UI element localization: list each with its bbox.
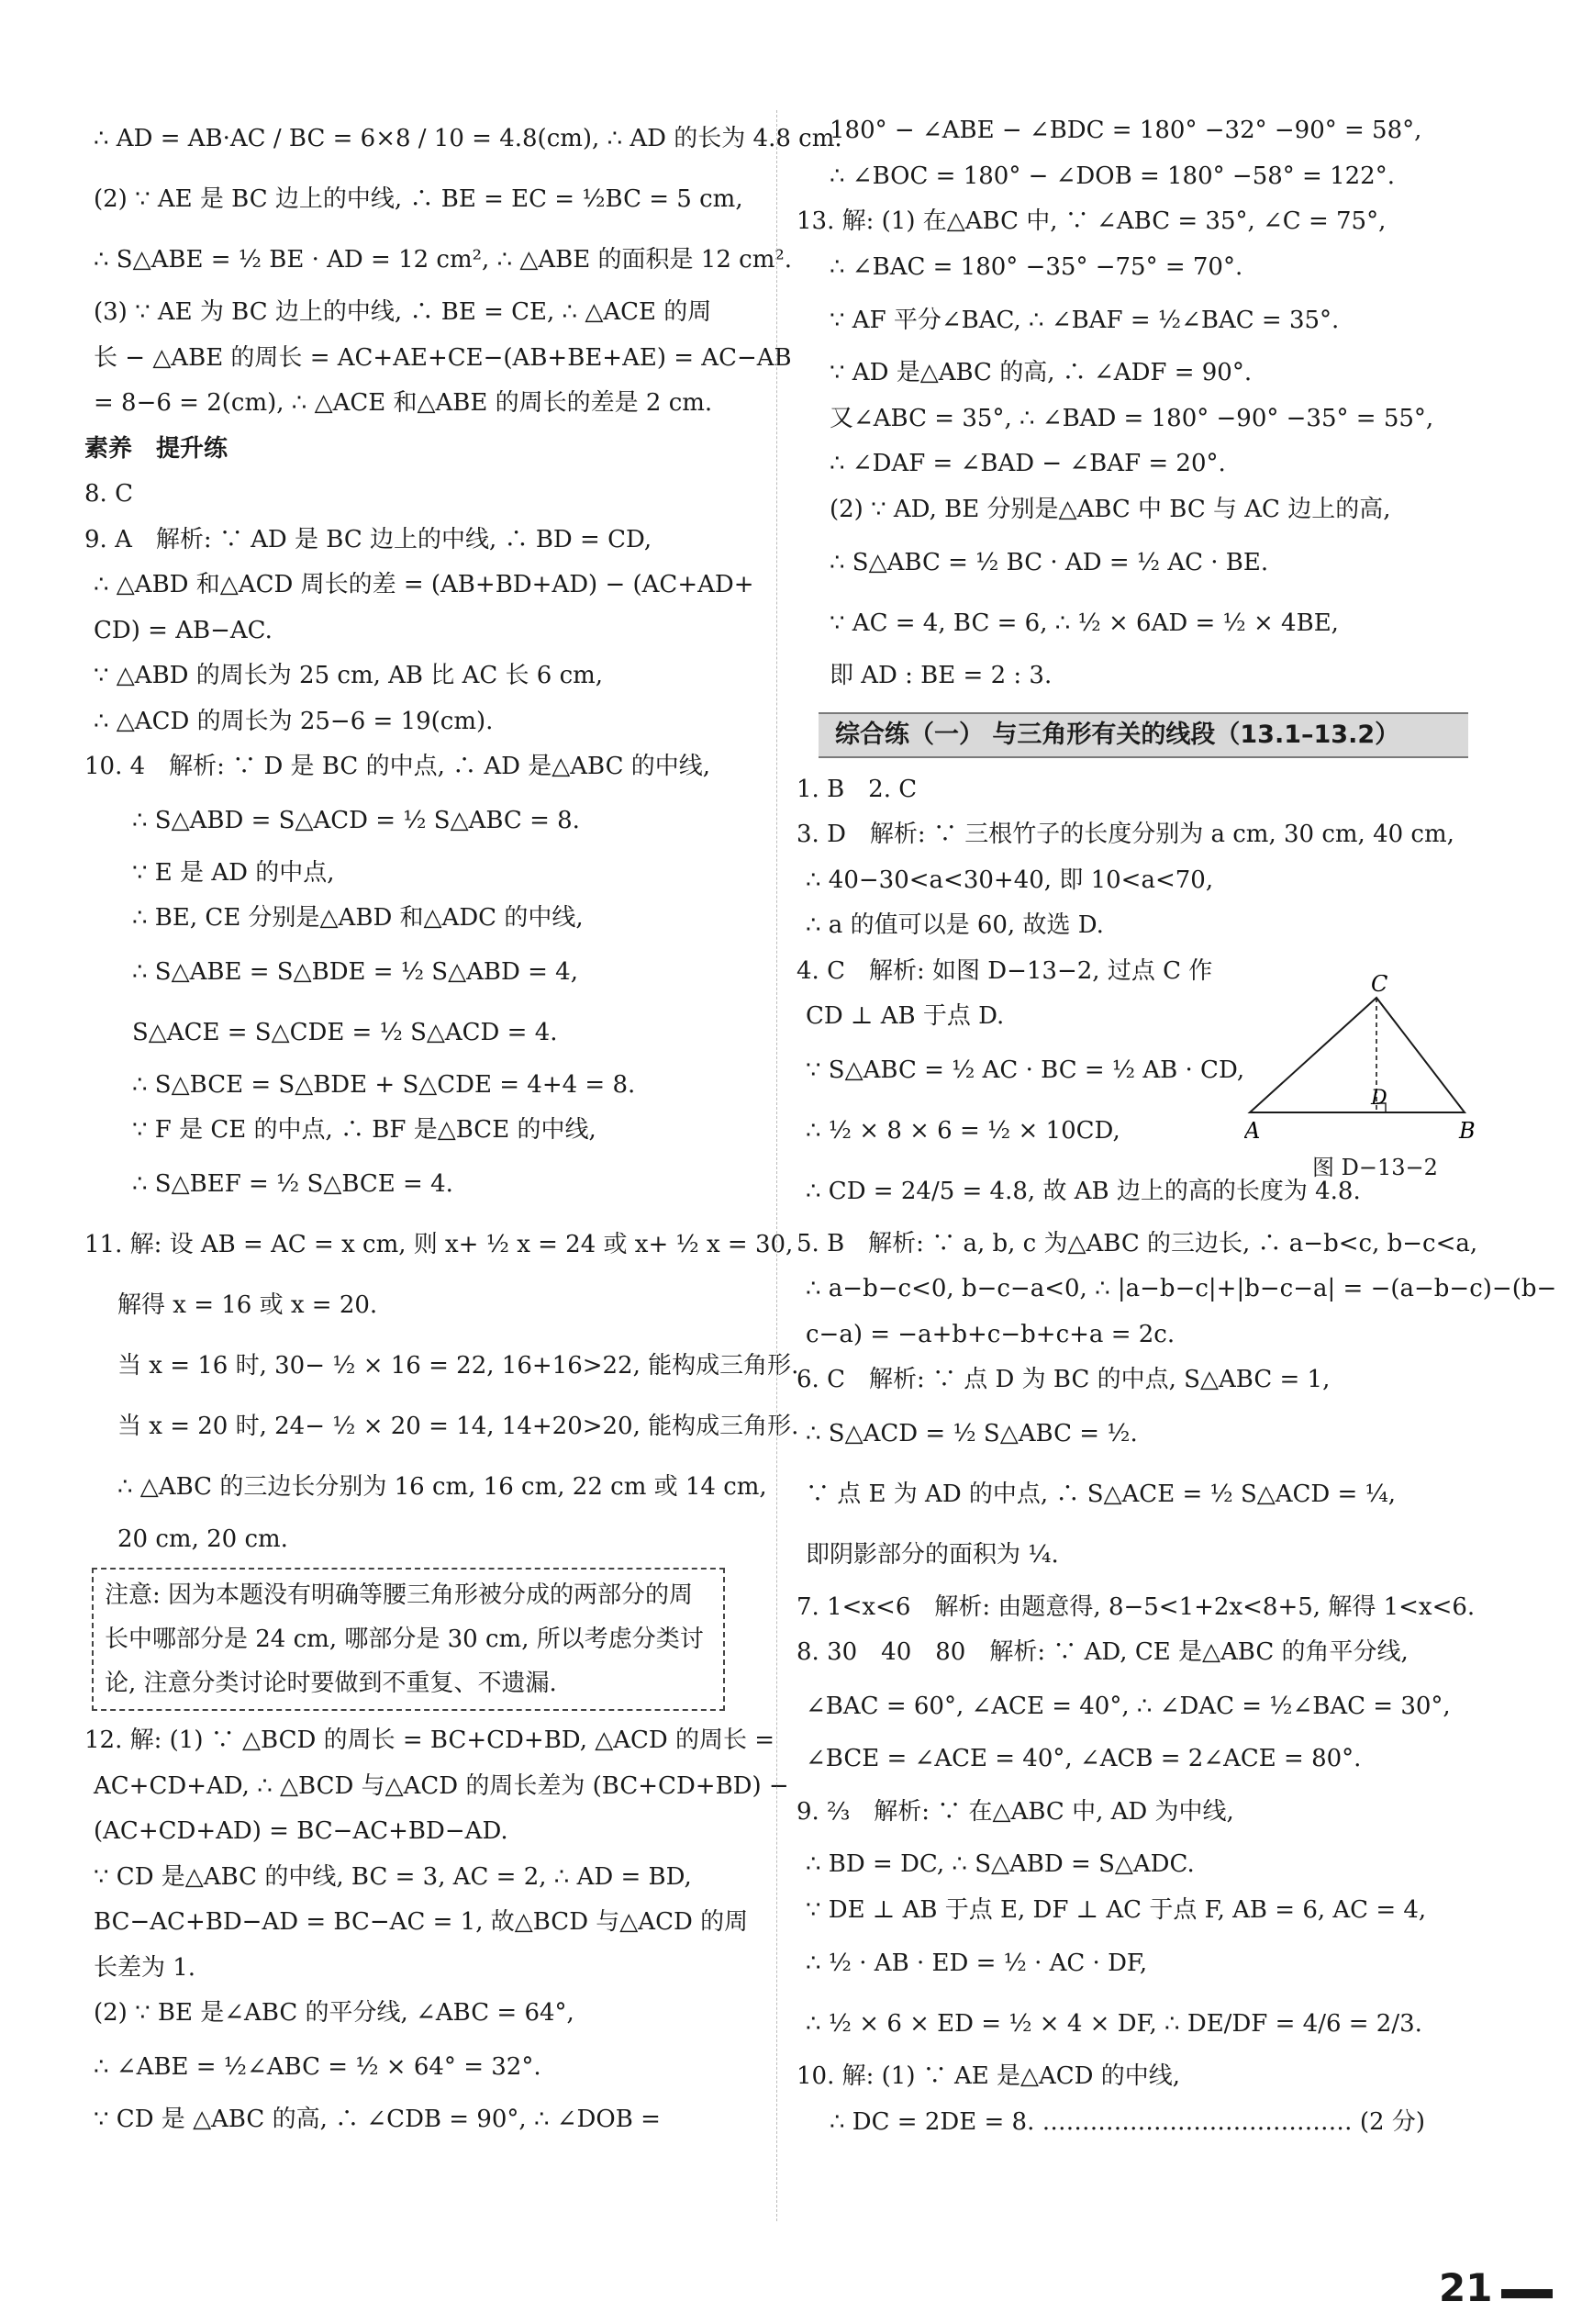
answer-line: = 8−6 = 2(cm), ∴ △ACE 和△ABE 的周长的差是 2 cm.	[94, 389, 713, 417]
answer-line: ∴ BD = DC, ∴ S△ABD = S△ADC.	[806, 1850, 1195, 1878]
note-box	[92, 1568, 725, 1711]
answer-line: ∴ AD = AB·AC / BC = 6×8 / 10 = 4.8(cm), ∴ AD 的长为 4.8 cm.	[94, 125, 842, 152]
answer-line: 5. B 解析: ∵ a, b, c 为△ABC 的三边长, ∴ a−b<c, b−c<a,	[797, 1229, 1478, 1257]
answer-line: 6. C 解析: ∵ 点 D 为 BC 的中点, S△ABC = 1,	[797, 1366, 1331, 1393]
answer-line: ∵ S△ABC = ½ AC · BC = ½ AB · CD,	[806, 1056, 1245, 1084]
answer-line: S△ACE = S△CDE = ½ S△ACD = 4.	[132, 1018, 558, 1046]
answer-line: 9. ⅔ 解析: ∵ 在△ABC 中, AD 为中线,	[797, 1798, 1234, 1826]
answer-line: ∵ AF 平分∠BAC, ∴ ∠BAF = ½∠BAC = 35°.	[830, 307, 1340, 334]
answer-line: BC−AC+BD−AD = BC−AC = 1, 故△BCD 与△ACD 的周	[94, 1908, 749, 1936]
answer-line: ∴ a−b−c<0, b−c−a<0, ∴ |a−b−c|+|b−c−a| = −(a−b−c)−(b−	[806, 1275, 1557, 1302]
answer-line: 13. 解: (1) 在△ABC 中, ∵ ∠ABC = 35°, ∠C = 75°,	[797, 207, 1387, 235]
answer-line: ∴ DC = 2DE = 8. ………………………………… (2 分)	[830, 2107, 1425, 2136]
answer-line: ∠BCE = ∠ACE = 40°, ∠ACB = 2∠ACE = 80°.	[806, 1744, 1362, 1772]
answer-line: ∴ a 的值可以是 60, 故选 D.	[806, 911, 1104, 939]
answer-line: (2) ∵ BE 是∠ABC 的平分线, ∠ABC = 64°,	[94, 1999, 574, 2027]
triangle-abc	[1250, 998, 1465, 1112]
section-banner: 综合练（一） 与三角形有关的线段（13.1–13.2）	[819, 712, 1468, 758]
answer-line: ∴ ½ · AB · ED = ½ · AC · DF,	[806, 1950, 1148, 1977]
answer-line: 180° − ∠ABE − ∠BDC = 180° −32° −90° = 58°,	[830, 117, 1422, 144]
answer-line: CD ⊥ AB 于点 D.	[806, 1002, 1005, 1030]
answer-line: ∵ E 是 AD 的中点,	[132, 858, 335, 887]
answer-line: 7. 1<x<6 解析: 由题意得, 8−5<1+2x<8+5, 解得 1<x<6.	[797, 1592, 1476, 1621]
right-answer-lines	[797, 108, 1494, 699]
answer-line: (3) ∵ AE 为 BC 边上的中线, ∴ BE = CE, ∴ △ACE 的周	[94, 298, 712, 326]
answer-line: ∵ F 是 CE 的中点, ∴ BF 是△BCE 的中线,	[132, 1116, 596, 1144]
answer-line: ∴ ∠BOC = 180° − ∠DOB = 180° −58° = 122°.	[830, 162, 1395, 190]
label-c: C	[1371, 975, 1388, 997]
answer-line: ∵ CD 是△ABC 的中线, BC = 3, AC = 2, ∴ AD = BD,	[94, 1862, 692, 1891]
answer-line: 当 x = 20 时, 24− ½ × 20 = 14, 14+20>20, 能构成三角形.	[117, 1412, 799, 1440]
figure-caption: 图 D−13−2	[1312, 1155, 1438, 1180]
label-a: A	[1244, 1118, 1261, 1144]
answer-line: ∴ S△ABE = S△BDE = ½ S△ABD = 4,	[132, 957, 578, 986]
answer-line: ∴ ½ × 8 × 6 = ½ × 10CD,	[806, 1116, 1120, 1145]
answer-line: CD) = AB−AC.	[94, 616, 273, 644]
answer-line: ∴ ½ × 6 × ED = ½ × 4 × DF, ∴ DE/DF = 4/6 = 2/3.	[806, 2010, 1422, 2038]
answer-line: ∵ DE ⊥ AB 于点 E, DF ⊥ AC 于点 F, AB = 6, AC = 4,	[806, 1895, 1427, 1924]
answer-line: 长 − △ABE 的周长 = AC+AE+CE−(AB+BE+AE) = AC−AB	[94, 343, 792, 372]
answer-line: ∵ △ABD 的周长为 25 cm, AB 比 AC 长 6 cm,	[94, 662, 604, 689]
label-b: B	[1459, 1118, 1476, 1144]
answer-line: 即 AD : BE = 2 : 3.	[830, 662, 1053, 689]
answer-line: ∴ S△BCE = S△BDE + S△CDE = 4+4 = 8.	[132, 1070, 636, 1099]
answer-line: 12. 解: (1) ∵ △BCD 的周长 = BC+CD+BD, △ACD 的周长 =	[84, 1726, 775, 1754]
answer-line: (2) ∵ AD, BE 分别是△ABC 中 BC 与 AC 边上的高,	[830, 495, 1391, 523]
answer-line: AC+CD+AD, ∴ △BCD 与△ACD 的周长差为 (BC+CD+BD) −	[94, 1771, 789, 1800]
answer-line: ∵ AC = 4, BC = 6, ∴ ½ × 6AD = ½ × 4BE,	[830, 609, 1339, 637]
answer-line: ∴ ∠BAC = 180° −35° −75° = 70°.	[830, 252, 1243, 281]
answer-line: ∴ BE, CE 分别是△ABD 和△ADC 的中线,	[132, 904, 584, 932]
answer-line: ∴ S△BEF = ½ S△BCE = 4.	[132, 1169, 453, 1198]
answer-line: ∴ ∠DAF = ∠BAD − ∠BAF = 20°.	[830, 450, 1226, 477]
answer-line: 解得 x = 16 或 x = 20.	[117, 1290, 378, 1319]
answer-line: ∠BAC = 60°, ∠ACE = 40°, ∴ ∠DAC = ½∠BAC = 30°,	[806, 1692, 1451, 1720]
answer-line: 8. 30 40 80 解析: ∵ AD, CE 是△ABC 的角平分线,	[797, 1638, 1409, 1666]
page-number-bar	[1501, 2289, 1553, 2298]
answer-line: (2) ∵ AE 是 BC 边上的中线, ∴ BE = EC = ½BC = 5 cm,	[94, 185, 743, 213]
answer-line: 当 x = 16 时, 30− ½ × 16 = 22, 16+16>22, 能构成三角形.	[117, 1351, 799, 1380]
answer-line: ∴ ∠ABE = ½∠ABC = ½ × 64° = 32°.	[94, 2052, 541, 2081]
answer-line: 11. 解: 设 AB = AC = x cm, 则 x+ ½ x = 24 或 x+ ½ x = 30,	[84, 1230, 794, 1258]
right-answer-lines-continued	[797, 767, 1557, 2146]
answer-line: c−a) = −a+b+c−b+c+a = 2c.	[806, 1320, 1175, 1348]
answer-line: ∵ AD 是△ABC 的高, ∴ ∠ADF = 90°.	[830, 359, 1253, 386]
answer-line: 10. 4 解析: ∵ D 是 BC 的中点, ∴ AD 是△ABC 的中线,	[84, 753, 711, 780]
answer-line: ∴ 40−30<a<30+40, 即 10<a<70,	[806, 866, 1214, 894]
answer-line: 8. C	[84, 480, 133, 508]
note-text: 注意: 因为本题没有明确等腰三角形被分成的两部分的周长中哪部分是 24 cm, 哪部分是 30 cm, 所以考虑分类讨论, 注意分类讨论时要做到不重复、不遗漏.	[105, 1581, 704, 1697]
answer-line: ∴ △ABD 和△ACD 周长的差 = (AB+BD+AD) − (AC+AD+	[94, 571, 754, 598]
answer-line: ∵ 点 E 为 AD 的中点, ∴ S△ACE = ½ S△ACD = ¼,	[806, 1480, 1397, 1508]
answer-line: 长差为 1.	[94, 1953, 196, 1982]
label-d: D	[1371, 1087, 1387, 1110]
answer-line: ∴ △ACD 的周长为 25−6 = 19(cm).	[94, 707, 494, 735]
answer-line: ∴ S△ABC = ½ BC · AD = ½ AC · BE.	[830, 549, 1269, 576]
answer-line: (AC+CD+AD) = BC−AC+BD−AD.	[94, 1817, 508, 1845]
left-answer-lines	[84, 108, 842, 1562]
page-number: 21	[1439, 2265, 1493, 2310]
answer-line: 又∠ABC = 35°, ∴ ∠BAD = 180° −90° −35° = 55°,	[830, 404, 1434, 432]
answer-line: 素养 提升练	[84, 434, 228, 463]
answer-line: 9. A 解析: ∵ AD 是 BC 边上的中线, ∴ BD = CD,	[84, 525, 652, 553]
answer-line: 4. C 解析: 如图 D−13−2, 过点 C 作	[797, 956, 1213, 985]
answer-line: ∴ CD = 24/5 = 4.8, 故 AB 边上的高的长度为 4.8.	[806, 1177, 1361, 1205]
answer-line: ∴ S△ACD = ½ S△ABC = ½.	[806, 1419, 1138, 1447]
answer-line: ∴ △ABC 的三边长分别为 16 cm, 16 cm, 22 cm 或 14 cm,	[117, 1472, 767, 1501]
left-column	[84, 108, 842, 2142]
answer-line: 20 cm, 20 cm.	[117, 1525, 288, 1553]
answer-line: ∴ S△ABE = ½ BE · AD = 12 cm², ∴ △ABE 的面积是 12 cm².	[94, 246, 793, 274]
answer-line: ∴ S△ABD = S△ACD = ½ S△ABC = 8.	[132, 806, 580, 834]
answer-line: 3. D 解析: ∵ 三根竹子的长度分别为 a cm, 30 cm, 40 cm,	[797, 821, 1454, 848]
left-answer-lines-continued	[84, 1718, 789, 2142]
answer-line: 1. B 2. C	[797, 775, 918, 803]
answer-line: 即阴影部分的面积为 ¼.	[806, 1540, 1059, 1569]
answer-line: ∵ CD 是 △ABC 的高, ∴ ∠CDB = 90°, ∴ ∠DOB =	[94, 2105, 661, 2133]
column-divider	[776, 110, 777, 2221]
answer-line: 10. 解: (1) ∵ AE 是△ACD 的中线,	[797, 2062, 1181, 2090]
